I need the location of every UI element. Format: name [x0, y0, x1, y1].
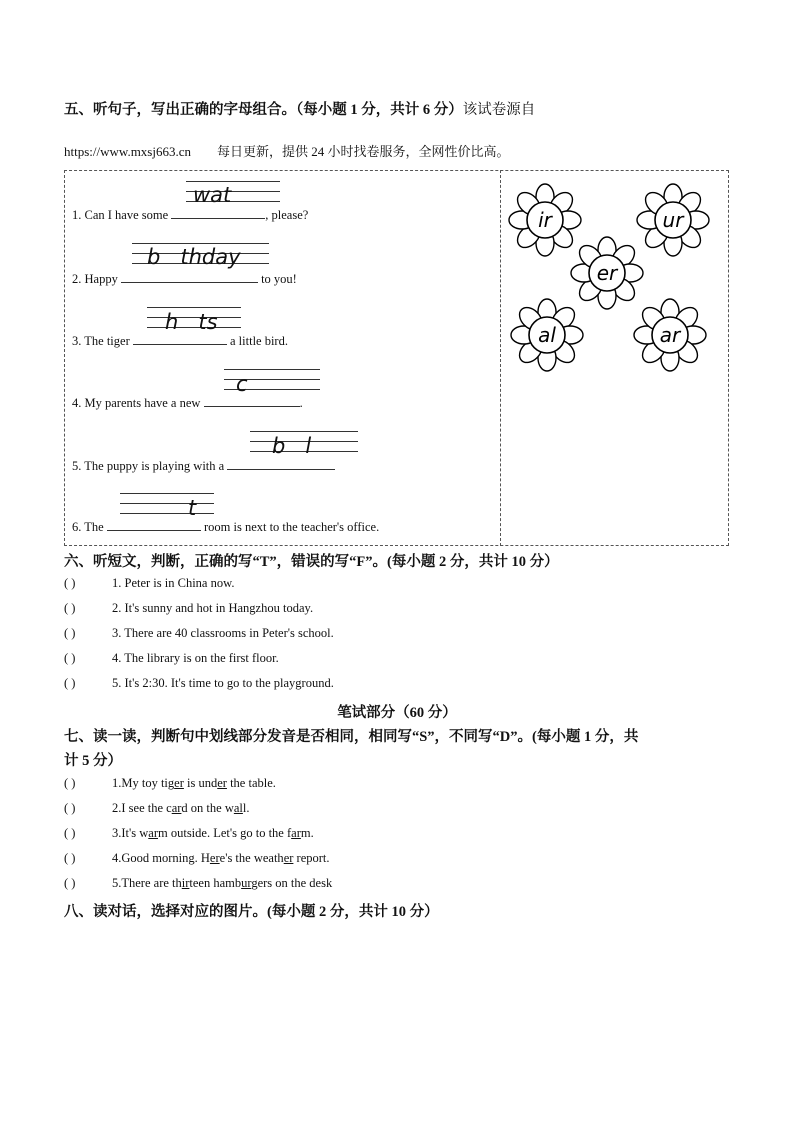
source-line [64, 141, 510, 160]
sentence: 2.I see the card on the wall. [112, 801, 250, 815]
letter-hint: c [236, 372, 248, 396]
answer-paren[interactable]: ( ) [64, 776, 76, 790]
ruled-line [147, 307, 241, 308]
answer-paren[interactable]: ( ) [64, 801, 76, 815]
section8-heading: 八、读对话，选择对应的图片。(每小题 2 分，共计 10 分） [64, 904, 439, 920]
question-6: 6. The room is next to the teacher's office. [72, 520, 380, 534]
question-4: 4. My parents have a new . [72, 396, 303, 410]
list-item: ( ) 1. Peter is in China now. [64, 576, 235, 590]
written-part-title: 笔试部分（60 分） [337, 705, 457, 721]
source-tail: 该试卷源自 [462, 102, 536, 118]
flower-label: al [538, 323, 556, 347]
answer-paren[interactable]: ( ) [64, 851, 76, 865]
flower-ir [509, 184, 581, 256]
section5-heading: 五、听句子，写出正确的字母组合。（每小题 1 分，共计 6 分）该试卷源自 [64, 102, 536, 118]
answer-blank[interactable] [121, 272, 258, 283]
ruled-line [224, 369, 320, 370]
list-item [64, 851, 330, 866]
letter-hint: b thday [147, 245, 241, 269]
list-item: ( ) 3. There are 40 classrooms in Peter's school. [64, 626, 334, 640]
answer-blank[interactable] [107, 520, 201, 531]
answer-paren[interactable]: ( ) [64, 626, 76, 640]
flower-label: ur [662, 208, 684, 232]
ruled-line [132, 243, 269, 244]
letter-hint: t [188, 496, 197, 520]
section6-heading: 六、听短文，判断，正确的写“T”，错误的写“F”。(每小题 2 分，共计 10 分） [64, 554, 559, 570]
section7-heading: 七、读一读，判断句中划线部分发音是否相同，相同写“S”，不同写“D”。(每小题 1 分，共 [64, 729, 639, 745]
ruled-line [250, 431, 358, 432]
list-item [64, 776, 276, 791]
list-item [64, 801, 250, 816]
flower-label: ar [659, 323, 681, 347]
question-3: 3. The tiger a little bird. [72, 334, 288, 348]
answer-paren[interactable]: ( ) [64, 826, 76, 840]
list-item: ( ) 4. The library is on the first floor. [64, 651, 279, 665]
answer-paren[interactable]: ( ) [64, 601, 76, 615]
sentence: 5.There are thirteen hamburgers on the desk [112, 876, 333, 890]
answer-paren[interactable]: ( ) [64, 876, 76, 890]
source-url[interactable]: https://www.mxsj663.cn [64, 144, 191, 159]
list-item: ( ) 2. It's sunny and hot in Hangzhou today. [64, 601, 314, 615]
box-divider [500, 170, 501, 546]
section7-heading-cont: 计 5 分） [64, 753, 122, 769]
ruled-line [120, 503, 214, 504]
flower-label: er [596, 261, 618, 285]
flower-label: ir [538, 208, 552, 232]
list-item: ( ) 5. It's 2:30. It's time to go to the playground. [64, 676, 334, 690]
flower-ur [637, 184, 709, 256]
ruled-line [186, 181, 280, 182]
answer-blank[interactable] [227, 459, 335, 470]
flower-options [502, 172, 728, 544]
question-2: 2. Happy to you! [72, 272, 297, 286]
letter-hint: b l [272, 434, 312, 458]
sentence: 3.It's warm outside. Let's go to the farm. [112, 826, 314, 840]
flower-ar [634, 299, 706, 371]
answer-blank[interactable] [133, 334, 227, 345]
answer-paren[interactable]: ( ) [64, 651, 76, 665]
ruled-line [120, 513, 214, 514]
question-5: 5. The puppy is playing with a [72, 459, 335, 474]
question-1: 1. Can I have some , please? [72, 208, 309, 222]
list-item [64, 826, 314, 841]
answer-blank[interactable] [204, 396, 300, 407]
flower-al [511, 299, 583, 371]
answer-paren[interactable]: ( ) [64, 676, 76, 690]
flower-er [571, 237, 643, 309]
answer-blank[interactable] [171, 208, 265, 219]
sentence: 1.My toy tiger is under the table. [112, 776, 276, 790]
letter-hint: wat [193, 183, 232, 207]
ruled-line [120, 493, 214, 494]
answer-paren[interactable]: ( ) [64, 576, 76, 590]
sentence: 4.Good morning. Here's the weather report. [112, 851, 330, 865]
source-slogan: 每日更新，提供 24 小时找卷服务，全网性价比高。 [217, 144, 510, 159]
letter-hint: h ts [165, 310, 218, 334]
list-item [64, 876, 332, 891]
